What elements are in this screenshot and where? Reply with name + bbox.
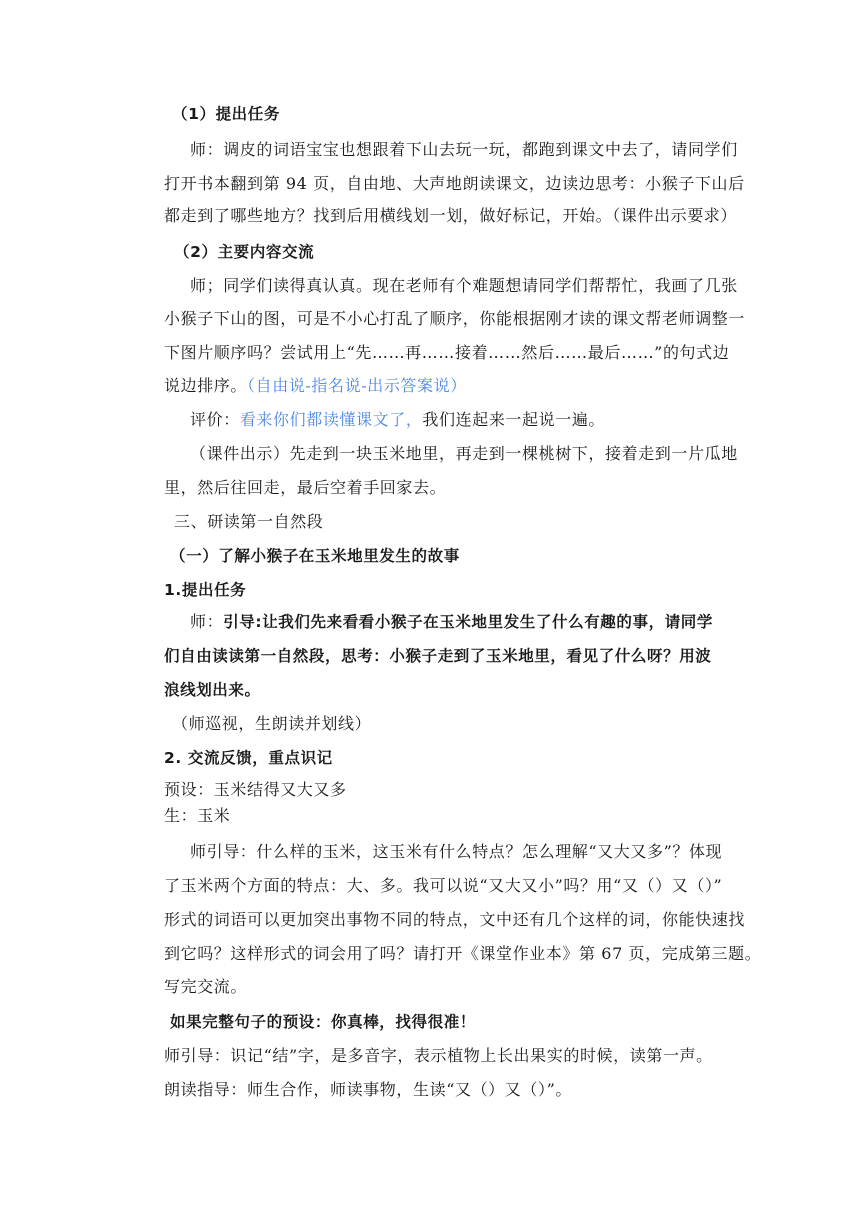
heading-propose-task: （1）提出任务 — [172, 105, 280, 123]
paragraph-line: 师引导：什么样的玉米，这玉米有什么特点？怎么理解“又大又多”？体现 — [190, 842, 723, 861]
heading-feedback: 2. 交流反馈，重点识记 — [164, 749, 333, 767]
paragraph-line: 生：玉米 — [164, 806, 231, 825]
paragraph-line: 下图片顺序吗？尝试用上“先……再……接着……然后……最后……”的句式边 — [164, 343, 730, 362]
blue-note: （自由说-指名说-出示答案说） — [247, 376, 467, 395]
paragraph-line: 了玉米两个方面的特点：大、多。我可以说“又大又小”吗？用“又（）又（）” — [164, 876, 723, 895]
paragraph-line: （课件出示）先走到一块玉米地里，再走到一棵桃树下，接着走到一片瓜地 — [190, 444, 738, 463]
paragraph-line: 如果完整句子的预设：你真棒，找得很准！ — [170, 1013, 476, 1031]
paragraph-line: 小猴子下山的图，可是不小心打乱了顺序，你能根据刚才读的课文帮老师调整一 — [164, 309, 746, 328]
paragraph-line: （师巡视，生朗读并划线） — [172, 714, 372, 733]
subsection-heading: （一）了解小猴子在玉米地里发生的故事 — [170, 547, 460, 565]
paragraph-line: 写完交流。 — [164, 977, 248, 996]
paragraph-line: 朗读指导：师生合作，师读事物，生读“又（）又（）”。 — [164, 1080, 572, 1099]
paragraph-line: 说边排序。（自由说-指名说-出示答案说） — [164, 376, 467, 395]
paragraph-line: 浪线划出来。 — [164, 681, 261, 699]
evaluation-line: 评价：看来你们都读懂课文了，我们连起来一起说一遍。 — [190, 410, 606, 429]
paragraph-line: 形式的词语可以更加突出事物不同的特点，文中还有几个这样的词，你能快速找 — [164, 910, 746, 929]
paragraph-line: 师：调皮的词语宝宝也想跟着下山去玩一玩，都跑到课文中去了，请同学们 — [190, 140, 738, 159]
heading-main-content: （2）主要内容交流 — [174, 243, 315, 261]
paragraph-line: 师引导：识记“结”字，是多音字，表示植物上长出果实的时候，读第一声。 — [164, 1046, 713, 1065]
paragraph-line: 们自由读读第一自然段，思考：小猴子走到了玉米地里，看见了什么呀？用波 — [164, 647, 712, 665]
paragraph-line: 到它吗？这样形式的词会用了吗？请打开《课堂作业本》第 67 页，完成第三题。 — [164, 944, 762, 963]
section-heading: 三、研读第一自然段 — [174, 512, 324, 531]
paragraph-line: 预设：玉米结得又大又多 — [164, 780, 347, 799]
paragraph-line: 打开书本翻到第 94 页，自由地、大声地朗读课文，边读边思考：小猴子下山后 — [164, 174, 745, 193]
paragraph-line: 师：引导:让我们先来看看小猴子在玉米地里发生了什么有趣的事，请同学 — [190, 612, 714, 631]
paragraph-line: 里，然后往回走，最后空着手回家去。 — [164, 478, 447, 497]
blue-note: 看来你们都读懂课文了， — [239, 410, 423, 429]
paragraph-line: 师；同学们读得真认真。现在老师有个难题想请同学们帮帮忙，我画了几张 — [190, 276, 738, 295]
heading-task: 1.提出任务 — [164, 581, 247, 599]
paragraph-line: 都走到了哪些地方？找到后用横线划一划，做好标记，开始。（课件出示要求） — [164, 206, 738, 225]
